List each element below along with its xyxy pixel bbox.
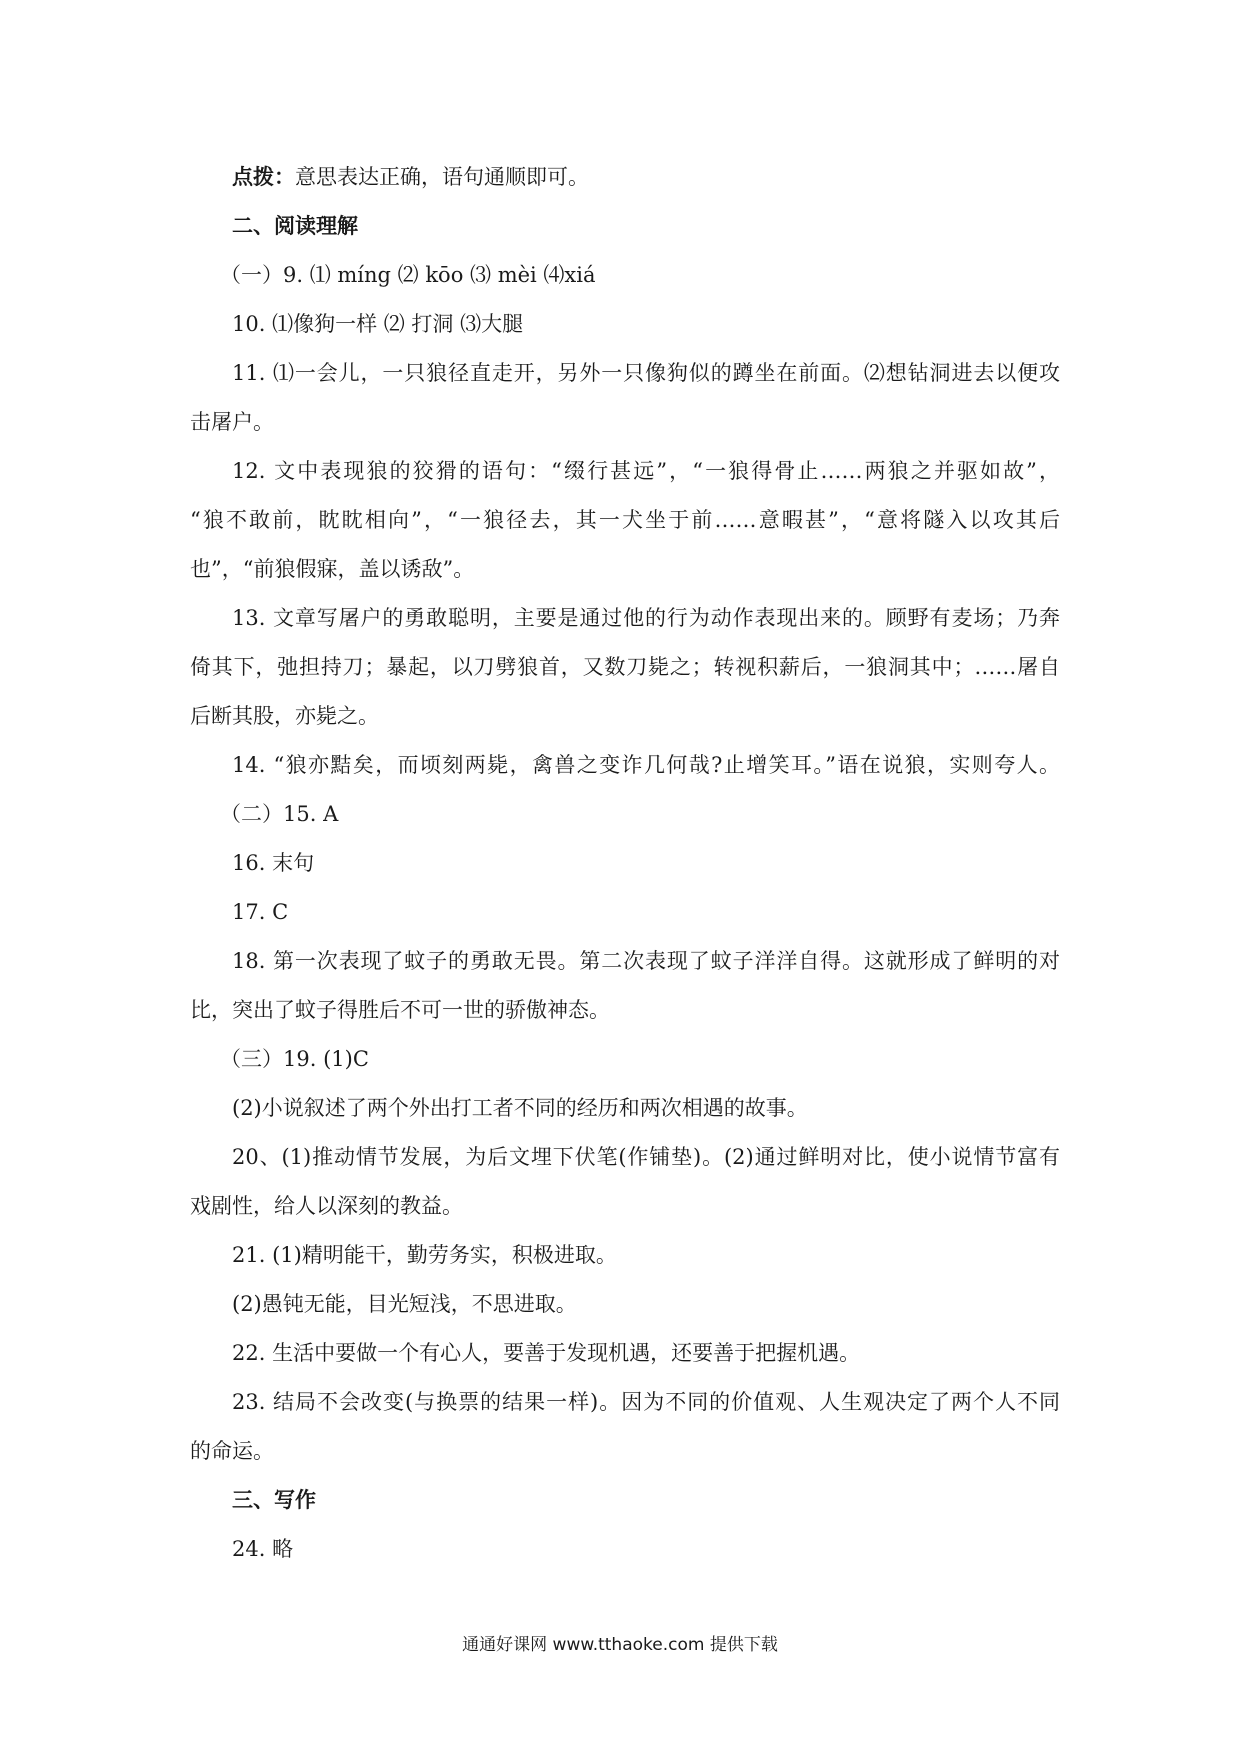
answer-19-part-1: （三）19. (1)C [220, 1047, 369, 1071]
answer-13-line-3: 后断其股，亦毙之。 [190, 704, 379, 728]
answer-22: 22. 生活中要做一个有心人，要善于发现机遇，还要善于把握机遇。 [232, 1341, 861, 1365]
hint-line [190, 153, 1060, 202]
answer-23-line-2: 的命运。 [190, 1439, 274, 1463]
answer-16: 16. 末句 [232, 851, 315, 875]
answer-20-line-2: 戏剧性，给人以深刻的教益。 [190, 1194, 463, 1218]
answer-24: 24. 略 [232, 1537, 294, 1561]
answer-11-line-1: 11. ⑴一会儿，一只狼径直走开，另外一只像狗似的蹲坐在前面。⑵想钻洞进去以便攻 [232, 361, 1060, 385]
section-heading-reading: 二、阅读理解 [232, 214, 358, 238]
answer-18-line-2: 比，突出了蚊子得胜后不可一世的骄傲神态。 [190, 998, 610, 1022]
page-footer: 通通好课网 www.tthaoke.com 提供下载 [462, 1635, 778, 1655]
answer-12-line-3: 也”，“前狼假寐，盖以诱敌”。 [190, 557, 475, 581]
answer-11-line-2: 击屠户。 [190, 410, 274, 434]
answer-9: （一）9. ⑴ míng ⑵ kōo ⑶ mèi ⑷xiá [220, 263, 596, 287]
answer-14: 14. “狼亦黠矣，而顷刻两毙，禽兽之变诈几何哉?止增笑耳。”语在说狼，实则夸人。 [232, 753, 1060, 777]
answer-23-line-1: 23. 结局不会改变(与换票的结果一样)。因为不同的价值观、人生观决定了两个人不同 [232, 1390, 1060, 1414]
answer-10: 10. ⑴像狗一样 ⑵ 打洞 ⑶大腿 [232, 312, 524, 336]
answer-21-part-2: (2)愚钝无能，目光短浅，不思进取。 [232, 1292, 577, 1316]
answer-content [190, 153, 1060, 1574]
answer-21-part-1: 21. (1)精明能干，勤劳务实，积极进取。 [232, 1243, 617, 1267]
hint-label: 点拨： [232, 165, 295, 189]
section-heading-writing: 三、写作 [232, 1488, 316, 1512]
answer-19-part-2: (2)小说叙述了两个外出打工者不同的经历和两次相遇的故事。 [232, 1096, 808, 1120]
answer-13-line-2: 倚其下，弛担持刀；暴起，以刀劈狼首，又数刀毙之；转视积薪后，一狼洞其中；……屠自 [190, 655, 1060, 679]
answer-18-line-1: 18. 第一次表现了蚊子的勇敢无畏。第二次表现了蚊子洋洋自得。这就形成了鲜明的对 [232, 949, 1060, 973]
answer-12-line-1: 12. 文中表现狼的狡猾的语句：“缀行甚远”，“一狼得骨止……两狼之并驱如故”， [232, 459, 1060, 483]
answer-15: （二）15. A [220, 802, 339, 826]
answer-13-line-1: 13. 文章写屠户的勇敢聪明，主要是通过他的行为动作表现出来的。顾野有麦场；乃奔 [232, 606, 1060, 630]
hint-text: 意思表达正确，语句通顺即可。 [295, 165, 589, 189]
answer-20-line-1: 20、(1)推动情节发展，为后文埋下伏笔(作铺垫)。(2)通过鲜明对比，使小说情节富有 [232, 1145, 1060, 1169]
answer-17: 17. C [232, 900, 289, 924]
answer-12-line-2: “狼不敢前，眈眈相向”，“一狼径去，其一犬坐于前……意暇甚”，“意将隧入以攻其后 [190, 508, 1060, 532]
